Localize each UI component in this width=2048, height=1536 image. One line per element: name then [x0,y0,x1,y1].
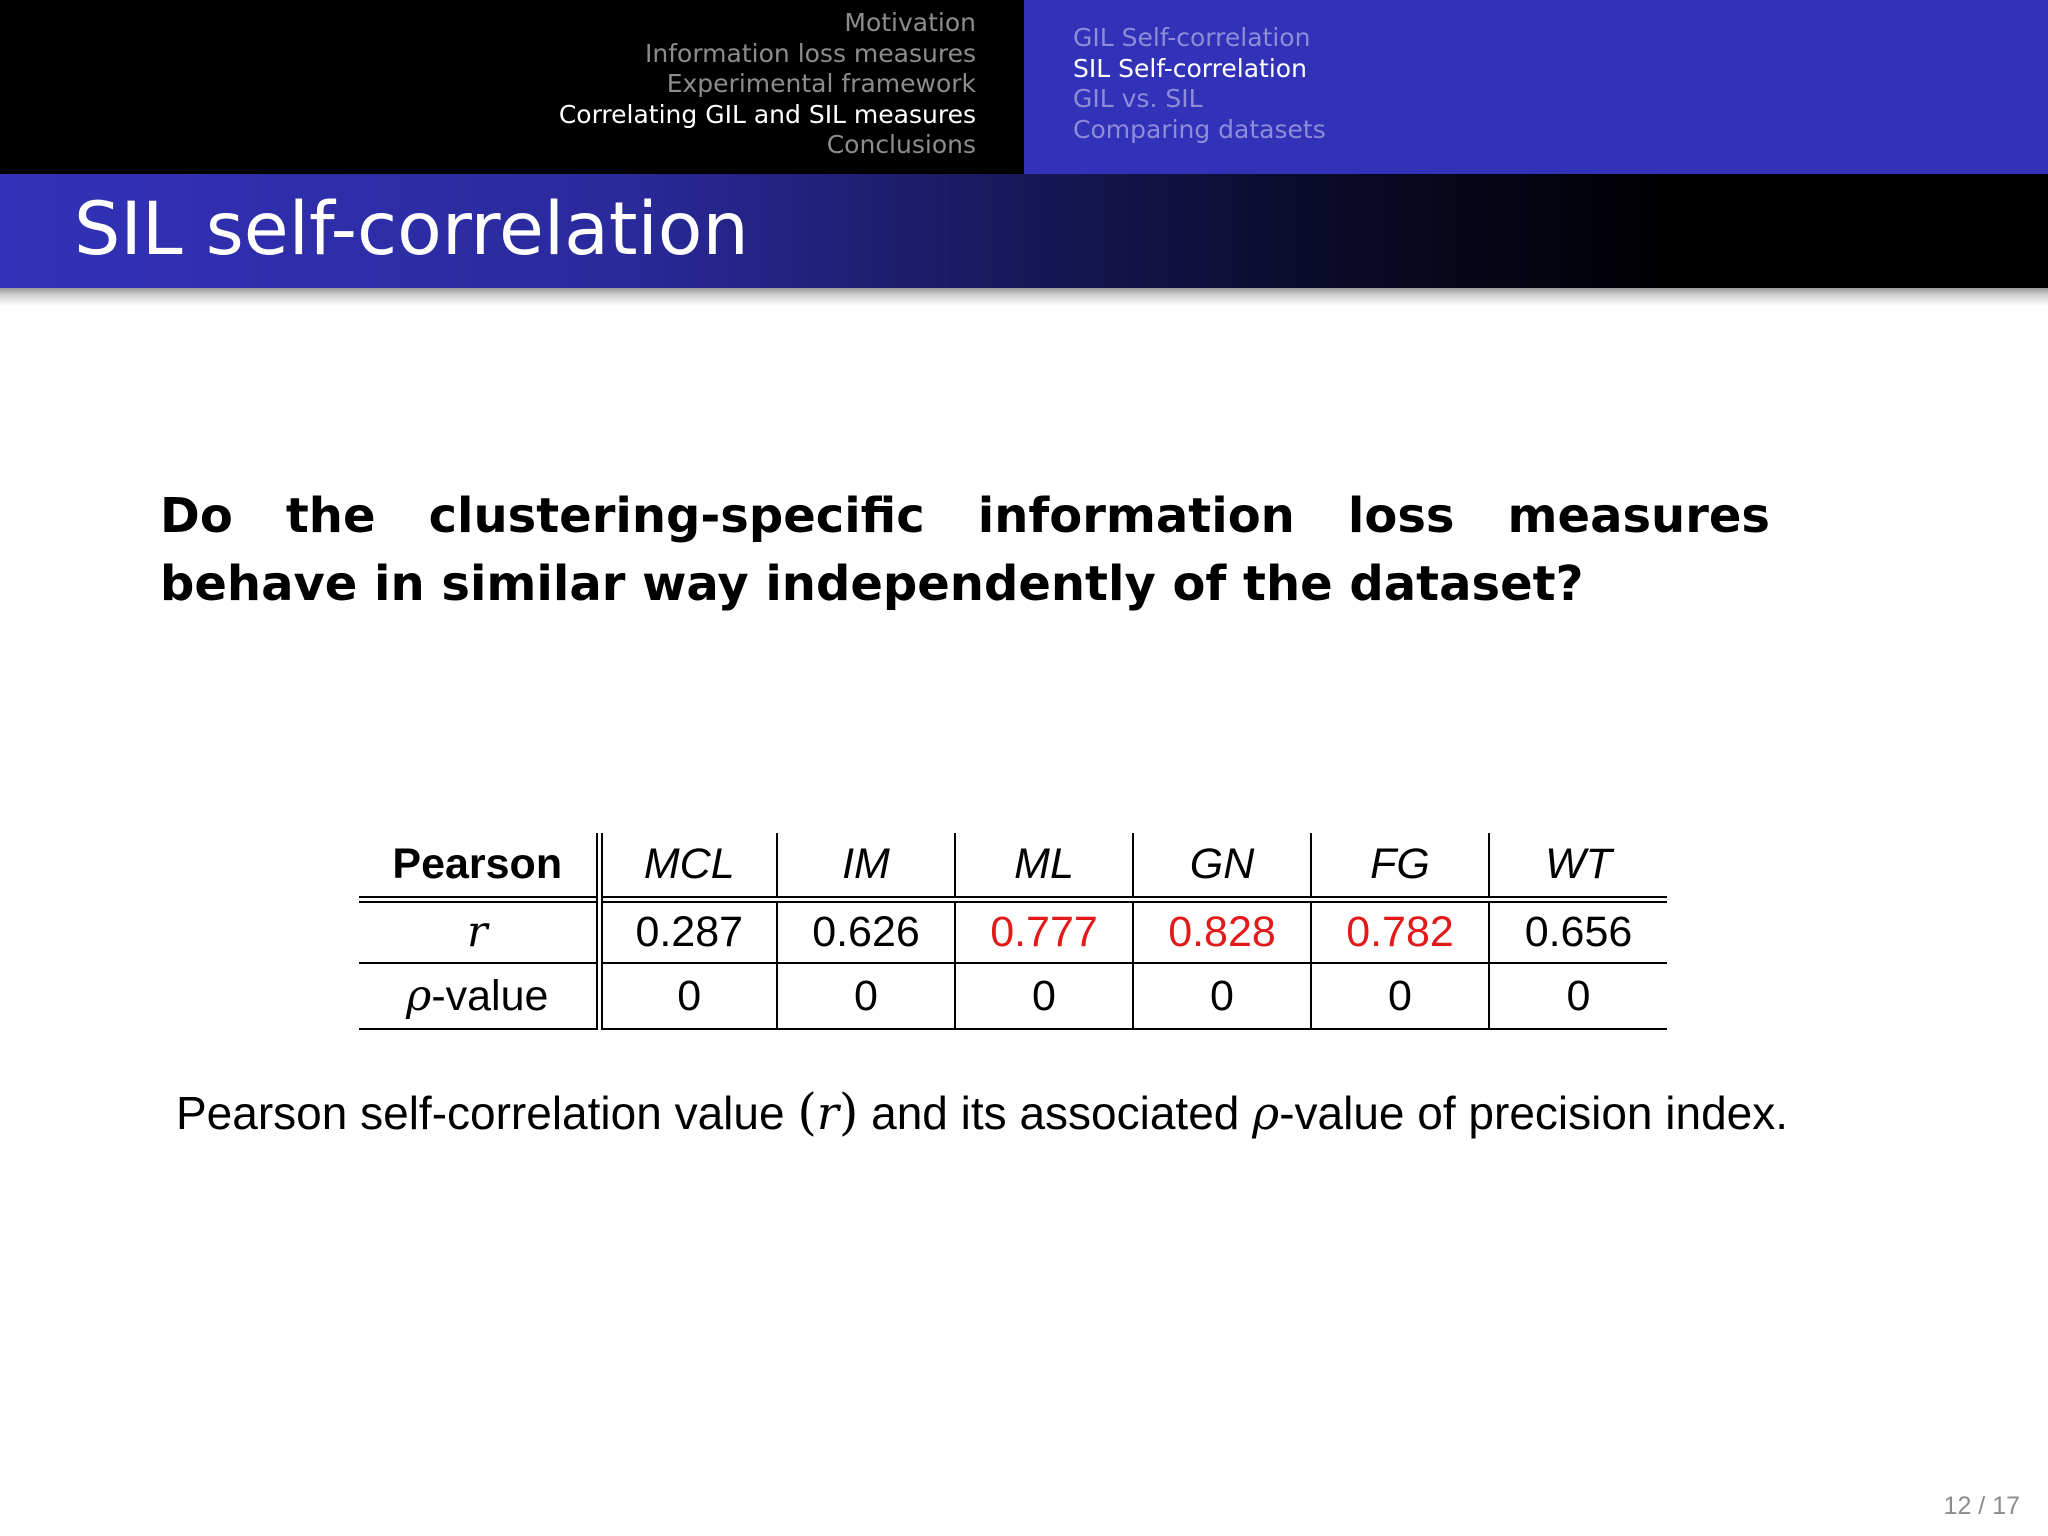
column-header-ml: ML [955,833,1133,899]
nav-section-correlating-gil-sil[interactable]: Correlating GIL and SIL measures [558,99,976,129]
table-cell: 0.828 [1133,899,1311,963]
table-row-r [359,899,1667,963]
subsection-list [1073,23,1326,145]
caption-text-1: Pearson self-correlation value [176,1087,798,1139]
nav-section-motivation[interactable]: Motivation [844,8,976,37]
table-caption [176,1082,1788,1143]
caption-close-paren: ) [838,1083,859,1141]
column-header-mcl: MCL [643,839,735,888]
table-cell: 0.656 [1489,899,1667,963]
page-number: 12 / 17 [1943,1492,2020,1520]
caption-text-2: and its associated [858,1087,1253,1139]
table-cell: 0 [1311,963,1489,1029]
nav-section-information-loss-measures[interactable]: Information loss measures [645,38,976,68]
column-header-im: IM [777,833,955,899]
nav-section-experimental-framework[interactable]: Experimental framework [666,69,976,98]
table-row-p-value [359,963,1667,1029]
table-cell: 0 [1489,963,1667,1029]
nav-subsection-sil-self-correlation[interactable]: SIL Self-correlation [1073,53,1307,83]
frame-title: SIL self-correlation [74,187,749,272]
table-header-row [359,833,1667,899]
table-cell: 0 [1133,963,1311,1029]
nav-subsection-gil-self-correlation[interactable]: GIL Self-correlation [1073,23,1311,52]
table-cell: 0 [955,963,1133,1029]
section-list [559,8,976,161]
pearson-correlation-table [359,833,1667,1030]
table-cell: 0.287 [635,907,744,956]
table-cell: 0.782 [1311,899,1489,963]
frame-title-bar [0,174,2048,288]
research-question: Do the clustering-specific information loss measures behave in similar way independently of the dataset? [160,488,1770,612]
column-header-wt: WT [1489,833,1667,899]
title-bar-shadow [0,288,2048,306]
row-label-r-symbol: r [466,907,488,958]
row-label-value-suffix: -value [431,972,549,1020]
table-cell: 0 [677,971,702,1020]
table-cell: 0 [777,963,955,1029]
section-navigation [0,0,1024,174]
caption-open-paren: ( [797,1083,817,1141]
nav-subsection-gil-vs-sil[interactable]: GIL vs. SIL [1073,84,1203,113]
subsection-navigation [1024,0,2048,174]
caption-text-3: -value of precision index. [1279,1087,1789,1139]
caption-r-symbol: r [816,1086,839,1140]
nav-section-conclusions[interactable]: Conclusions [826,130,976,159]
nav-subsection-comparing-datasets[interactable]: Comparing datasets [1073,114,1326,144]
row-label-rho-symbol: ρ [406,971,432,1021]
table-cell: 0.777 [955,899,1133,963]
column-header-fg: FG [1311,833,1489,899]
table-corner-header: Pearson [359,833,599,899]
row-label-p-value [359,963,599,1029]
column-header-gn: GN [1133,833,1311,899]
table-cell: 0.626 [777,899,955,963]
caption-rho-symbol: ρ [1252,1086,1280,1140]
row-label-r [359,899,599,963]
